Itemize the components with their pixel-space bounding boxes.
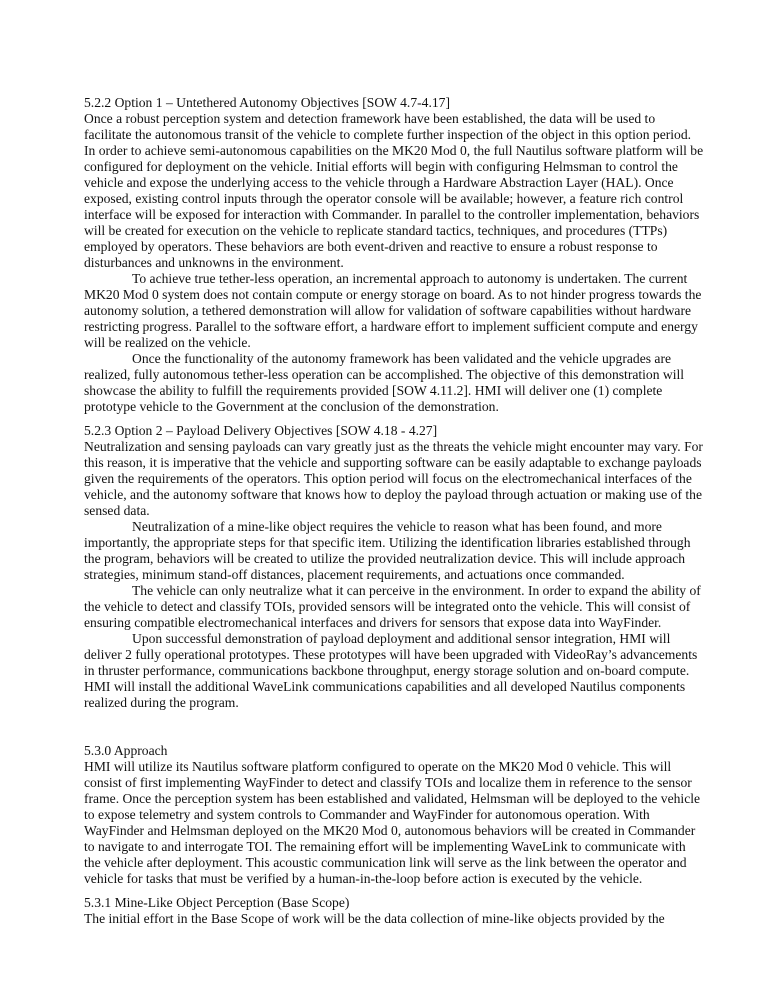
- section-5-2-2: [84, 95, 704, 415]
- spacer: [84, 711, 704, 743]
- section-5-3-0: [84, 743, 704, 887]
- spacer: [84, 415, 704, 423]
- paragraph: Upon successful demonstration of payload deployment and additional sensor integration, HMI will deliver 2 fully operational prototypes. These prototypes will have been upgraded with VideoRay’s advancements in thruster performance, communications backbone throughput, energy storage solution and on-board compute. HMI will install the additional WaveLink communications capabilities and all developed Nautilus components realized during the program.: [84, 631, 698, 710]
- section-heading: 5.3.1 Mine-Like Object Perception (Base Scope): [84, 895, 350, 910]
- paragraph: To achieve true tether-less operation, an incremental approach to autonomy is undertaken. The current MK20 Mod 0 system does not contain compute or energy storage on board. As to not hinder progress towards the autonomy solution, a tethered demonstration will allow for validation of software capabilities without hardware restricting progress. Parallel to the software effort, a hardware effort to implement sufficient compute and energy will be realized on the vehicle.: [84, 271, 702, 350]
- paragraph: Neutralization and sensing payloads can vary greatly just as the threats the vehicle might encounter may vary. For this reason, it is imperative that the vehicle and supporting software can be easily adaptable to exchange payloads given the requirements of the operators. This option period will focus on the electromechanical interfaces of the vehicle, and the autonomy software that knows how to deploy the payload through actuation or making use of the sensed data.: [84, 439, 703, 518]
- paragraph: HMI will utilize its Nautilus software platform configured to operate on the MK20 Mod 0 vehicle. This will consist of first implementing WayFinder to detect and classify TOIs and localize them in reference to the sensor frame. Once the perception system has been established and validated, Helmsman will be deployed to the vehicle to expose telemetry and system controls to Commander and WayFinder for autonomous operation. With WayFinder and Helmsman deployed on the MK20 Mod 0, autonomous behaviors will be created in Commander to navigate to and interrogate TOI. The remaining effort will be implementing WaveLink to communicate with the vehicle after deployment. This acoustic communication link will serve as the link between the operator and vehicle for tasks that must be verified by a human-in-the-loop before action is executed by the vehicle.: [84, 759, 701, 886]
- paragraph: Once the functionality of the autonomy framework has been validated and the vehicle upgrades are realized, fully autonomous tether-less operation can be accomplished. The objective of this demonstration will showcase the ability to fulfill the requirements provided [SOW 4.11.2]. HMI will deliver one (1) complete prototype vehicle to the Government at the conclusion of the demonstration.: [84, 351, 685, 414]
- paragraph: Once a robust perception system and detection framework have been established, the data will be used to facilitate the autonomous transit of the vehicle to complete further inspection of the object in this option period. In order to achieve semi-autonomous capabilities on the MK20 Mod 0, the full Nautilus software platform will be configured for deployment on the vehicle. Initial efforts will begin with configuring Helmsman to control the vehicle and expose the underlying access to the vehicle through a Hardware Abstraction Layer (HAL). Once exposed, existing control inputs through the operator console will be available; however, a feature rich control interface will be exposed for interaction with Commander. In parallel to the controller implementation, behaviors will be created for execution on the vehicle to replicate standard tactics, techniques, and procedures (TTPs) employed by operators. These behaviors are both event-driven and reactive to ensure a robust response to disturbances and unknowns in the environment.: [84, 111, 704, 270]
- section-5-2-3: [84, 423, 704, 711]
- section-heading: 5.2.2 Option 1 – Untethered Autonomy Objectives [SOW 4.7-4.17]: [84, 95, 450, 110]
- paragraph: Neutralization of a mine-like object requires the vehicle to reason what has been found, and more importantly, the appropriate steps for that specific item. Utilizing the identification libraries established through the program, behaviors will be created to utilize the provided neutralization device. This will include approach strategies, minimum stand-off distances, placement requirements, and actuations once commanded.: [84, 519, 691, 582]
- section-heading: 5.2.3 Option 2 – Payload Delivery Objectives [SOW 4.18 - 4.27]: [84, 423, 438, 438]
- paragraph: The vehicle can only neutralize what it can perceive in the environment. In order to expand the ability of the vehicle to detect and classify TOIs, provided sensors will be integrated onto the vehicle. This will consist of ensuring compatible electromechanical interfaces and drivers for sensors that expose data into WayFinder.: [84, 583, 701, 630]
- section-heading: 5.3.0 Approach: [84, 743, 168, 758]
- document-page: [84, 95, 704, 927]
- spacer: [84, 887, 704, 895]
- section-5-3-1: [84, 895, 704, 927]
- paragraph: The initial effort in the Base Scope of work will be the data collection of mine-like objects provided by the: [84, 911, 665, 926]
